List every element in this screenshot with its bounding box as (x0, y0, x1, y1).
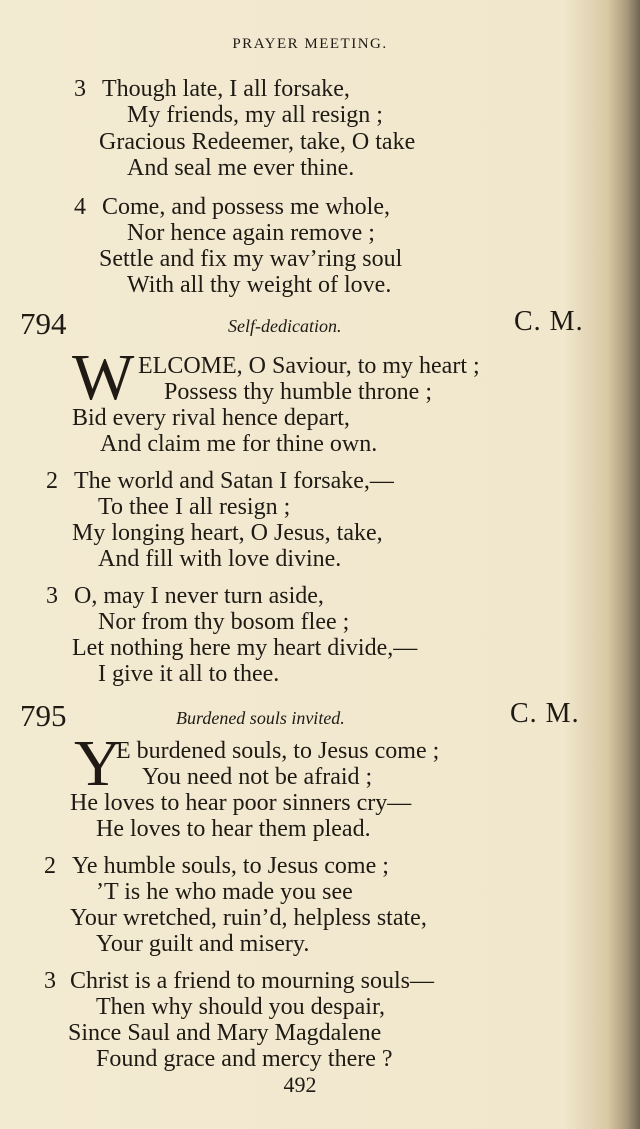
hymn-title: Burdened souls invited. (176, 708, 345, 728)
hymn-number: 794 (20, 306, 67, 341)
hymn-line: Gracious Redeemer, take, O take (99, 129, 416, 155)
hymn-line: To thee I all resign ; (98, 494, 291, 520)
hymn-line: Nor from thy bosom flee ; (98, 609, 350, 635)
drop-cap: Y (74, 727, 122, 800)
hymn-line: Since Saul and Mary Magdalene (68, 1020, 382, 1046)
hymn-meter: C. M. (514, 306, 584, 337)
hymn-line: ELCOME, O Saviour, to my heart ; (138, 353, 480, 379)
hymn-line: Nor hence again remove ; (127, 220, 375, 246)
hymn-line: You need not be afraid ; (142, 764, 373, 790)
hymn-line: And claim me for thine own. (100, 431, 378, 457)
hymn-line: My longing heart, O Jesus, take, (72, 520, 383, 546)
hymn-line: Possess thy humble throne ; (164, 379, 432, 405)
hymn-line: Your wretched, ruin’d, helpless state, (70, 905, 427, 931)
hymn-line: E burdened souls, to Jesus come ; (116, 738, 440, 764)
hymn-line: O, may I never turn aside, (74, 583, 324, 609)
hymn-line: Your guilt and misery. (96, 931, 310, 957)
stanza-number: 2 (46, 468, 58, 494)
page-number: 492 (283, 1072, 317, 1097)
hymn-title: Self-dedication. (228, 316, 342, 336)
hymn-line: Though late, I all forsake, (102, 76, 350, 102)
hymn-line: And seal me ever thine. (127, 155, 355, 181)
hymn-line: My friends, my all resign ; (127, 102, 383, 128)
stanza-number: 3 (46, 583, 58, 609)
hymn-line: I give it all to thee. (98, 661, 280, 687)
hymn-line: Let nothing here my heart divide,— (72, 635, 418, 661)
hymn-meter: C. M. (510, 698, 580, 729)
stanza-number: 2 (44, 853, 56, 879)
hymn-line: With all thy weight of love. (127, 272, 392, 298)
hymn-line: Bid every rival hence depart, (72, 405, 350, 431)
stanza-number: 3 (44, 968, 56, 994)
drop-cap: W (72, 341, 135, 414)
stanza-number: 4 (74, 194, 86, 220)
hymn-line: Come, and possess me whole, (102, 194, 390, 220)
hymn-line: He loves to hear poor sinners cry— (70, 790, 412, 816)
hymn-number: 795 (20, 698, 67, 733)
running-header: PRAYER MEETING. (232, 36, 388, 52)
hymn-line: Settle and fix my wav’ring soul (99, 246, 403, 272)
hymn-line: He loves to hear them plead. (96, 816, 371, 842)
hymn-line: Then why should you despair, (96, 994, 385, 1020)
hymn-line: Found grace and mercy there ? (96, 1046, 393, 1072)
hymn-line: Christ is a friend to mourning souls— (70, 968, 434, 994)
stanza-number: 3 (74, 76, 86, 102)
hymn-line: Ye humble souls, to Jesus come ; (72, 853, 389, 879)
hymn-line: ’T is he who made you see (96, 879, 353, 905)
hymn-line: And fill with love divine. (98, 546, 342, 572)
hymn-line: The world and Satan I forsake,— (74, 468, 394, 494)
